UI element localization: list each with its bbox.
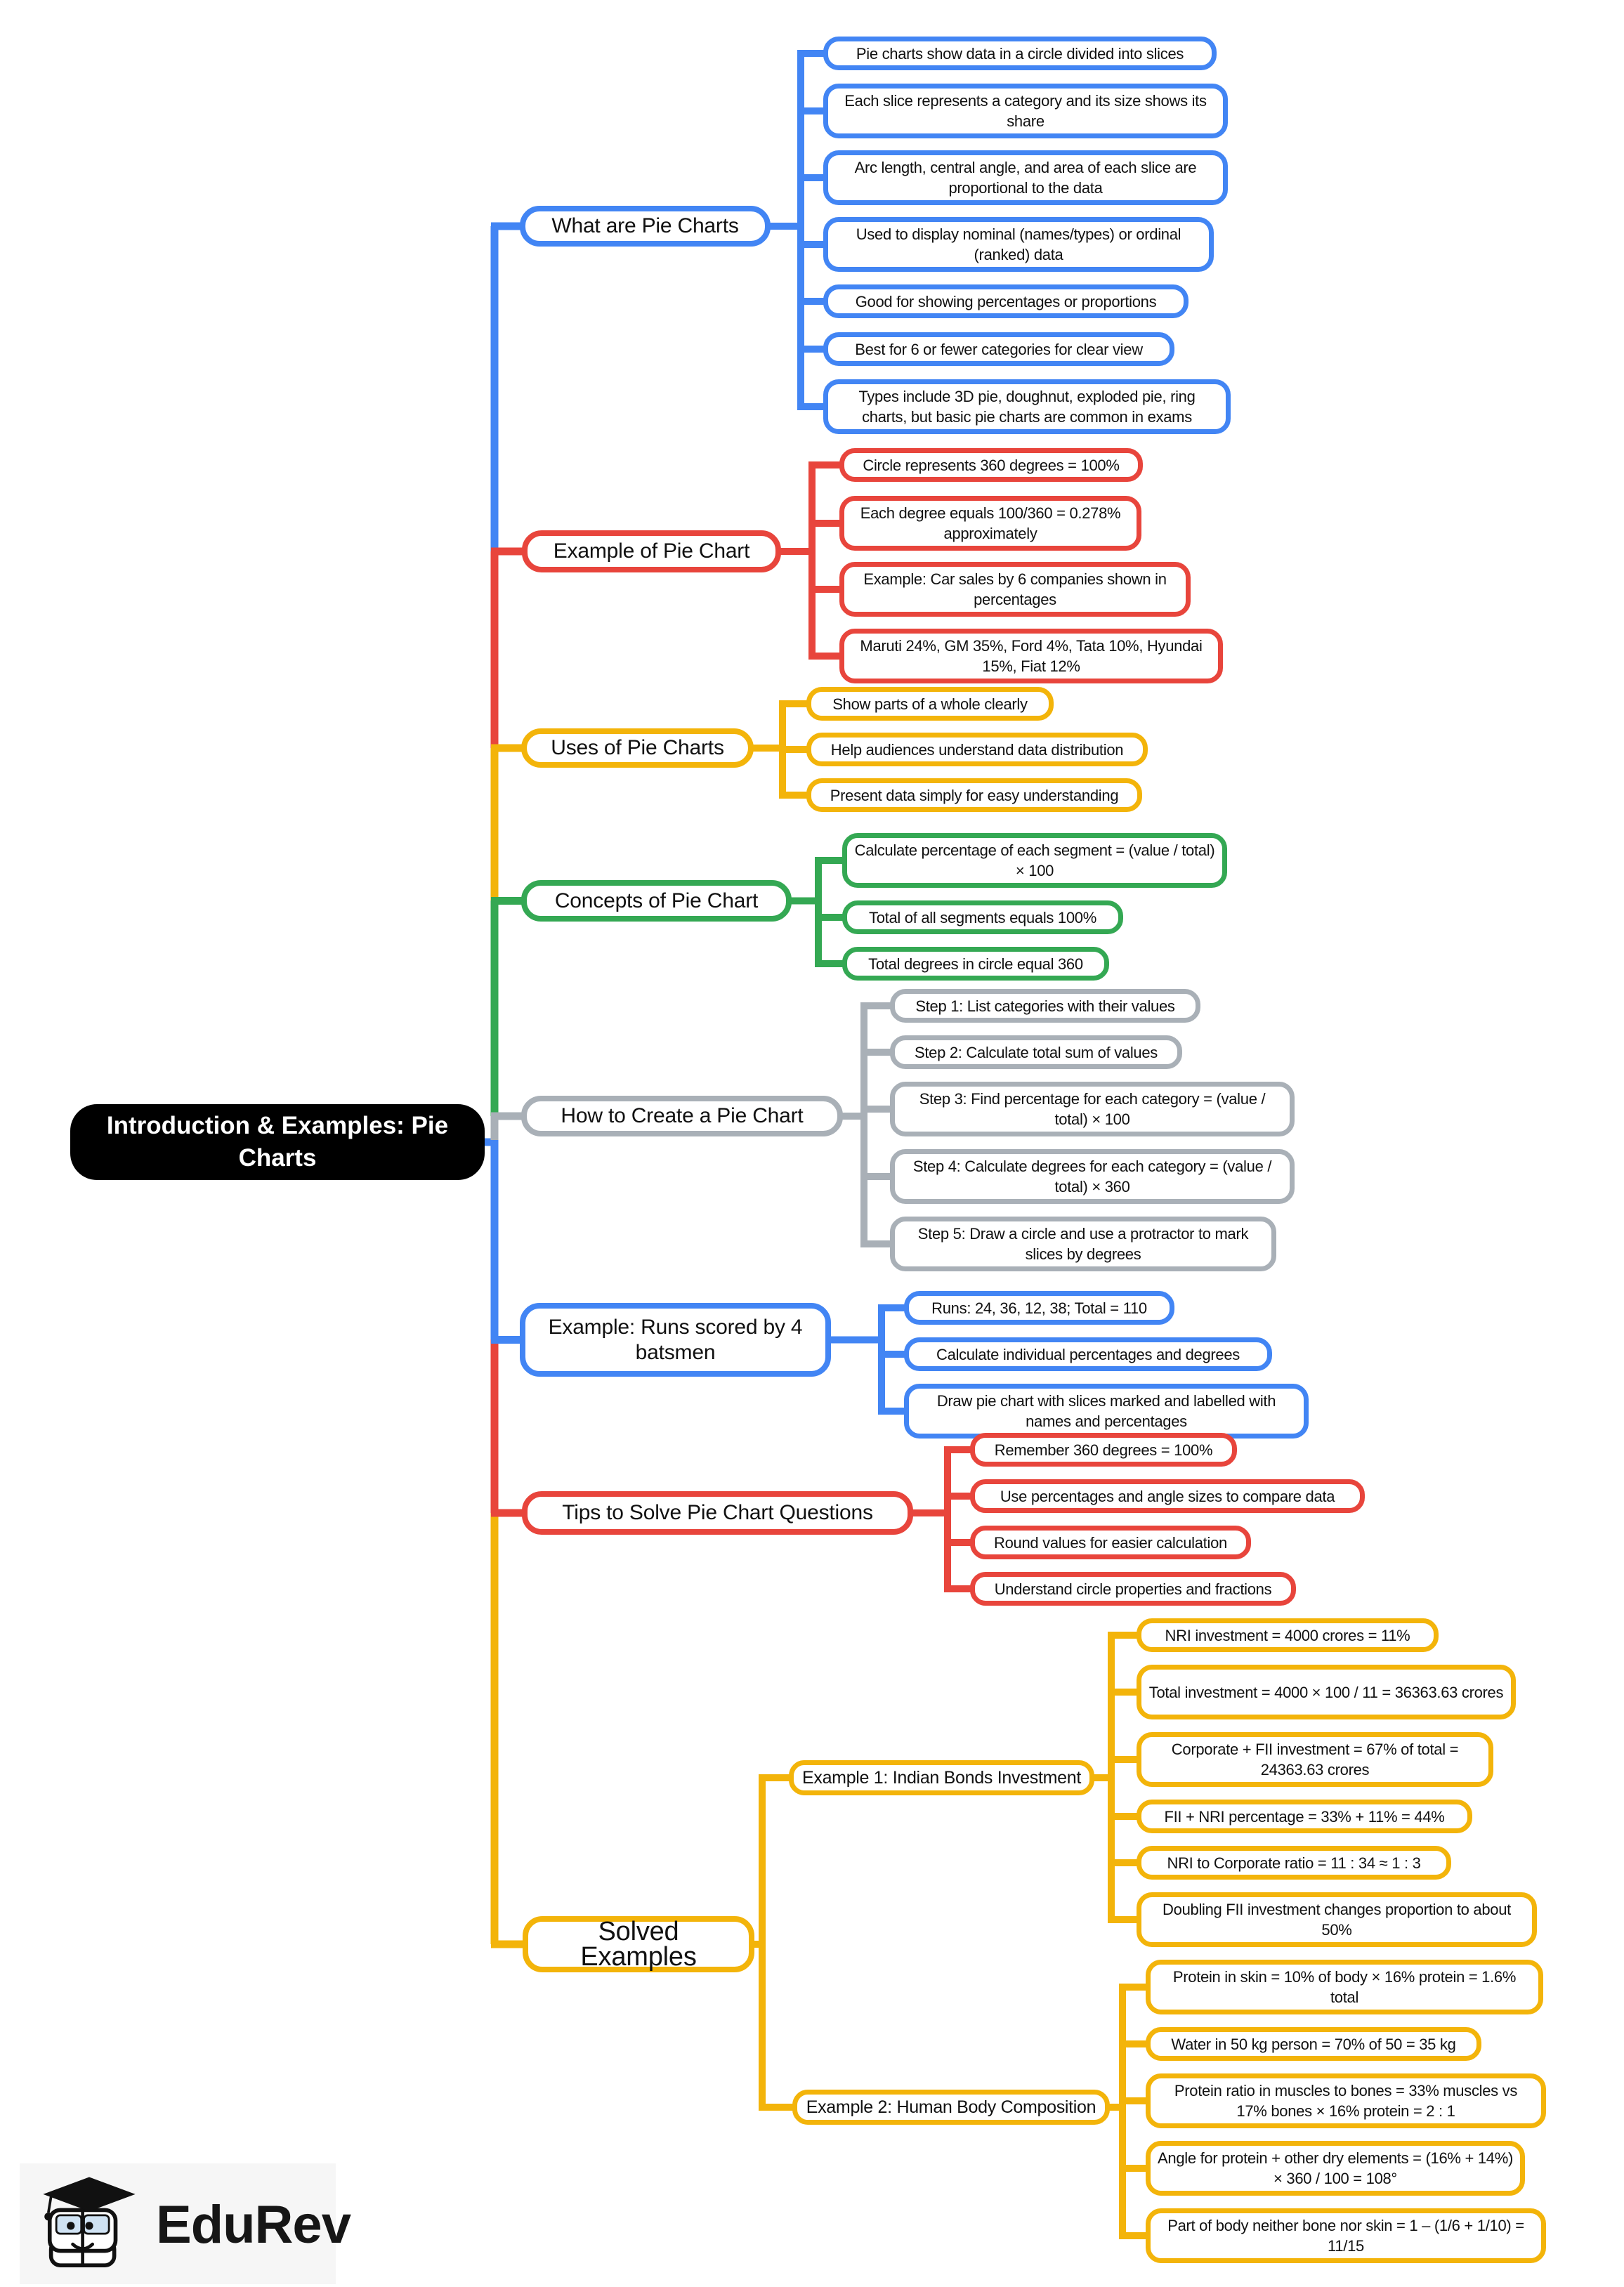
leaf-node: Runs: 24, 36, 12, 38; Total = 110 (904, 1291, 1174, 1325)
leaf-node: Understand circle properties and fractions (970, 1572, 1296, 1606)
leaf-node: Doubling FII investment changes proportion to about 50% (1137, 1892, 1537, 1947)
leaf-node: Draw pie chart with slices marked and labelled with names and percentages (904, 1384, 1309, 1439)
subbranch-node-example-2-human-body-composition: Example 2: Human Body Composition (792, 2090, 1110, 2125)
leaf-node: FII + NRI percentage = 33% + 11% = 44% (1137, 1800, 1472, 1833)
leaf-node: Total investment = 4000 × 100 / 11 = 36363.63 crores (1137, 1665, 1516, 1719)
edurev-brand-text: EduRev (156, 2194, 351, 2255)
leaf-node: Present data simply for easy understanding (806, 778, 1142, 812)
leaf-node: Calculate individual percentages and degrees (904, 1337, 1272, 1371)
branch-node-example-runs-scored-by-4-batsmen: Example: Runs scored by 4 batsmen (520, 1303, 831, 1377)
leaf-node: Used to display nominal (names/types) or ordinal (ranked) data (823, 217, 1214, 272)
leaf-node: Step 3: Find percentage for each category = (value / total) × 100 (890, 1082, 1295, 1136)
leaf-node: Water in 50 kg person = 70% of 50 = 35 kg (1146, 2027, 1481, 2061)
leaf-node: Protein in skin = 10% of body × 16% protein = 1.6% total (1146, 1960, 1543, 2014)
root-node-introduction-examples-pie-charts: Introduction & Examples: Pie Charts (70, 1104, 485, 1180)
leaf-node: Maruti 24%, GM 35%, Ford 4%, Tata 10%, Hyundai 15%, Fiat 12% (839, 629, 1223, 683)
leaf-node: Calculate percentage of each segment = (value / total) × 100 (842, 833, 1227, 888)
leaf-node: Circle represents 360 degrees = 100% (839, 448, 1143, 482)
leaf-node: Pie charts show data in a circle divided into slices (823, 37, 1217, 70)
leaf-node: Angle for protein + other dry elements = (16% + 14%) × 360 / 100 = 108° (1146, 2141, 1525, 2196)
leaf-node: Step 4: Calculate degrees for each category = (value / total) × 360 (890, 1149, 1295, 1204)
branch-node-solved-examples: Solved Examples (523, 1916, 754, 1972)
leaf-node: Example: Car sales by 6 companies shown in percentages (839, 562, 1191, 617)
edurev-logo (37, 2172, 351, 2277)
leaf-node: Corporate + FII investment = 67% of total = 24363.63 crores (1137, 1732, 1493, 1787)
edurev-mascot-icon (37, 2172, 142, 2277)
leaf-node: Best for 6 or fewer categories for clear view (823, 332, 1174, 366)
leaf-node: Round values for easier calculation (970, 1526, 1251, 1559)
branch-node-example-of-pie-chart: Example of Pie Chart (522, 530, 781, 572)
leaf-node: Total degrees in circle equal 360 (842, 947, 1109, 981)
leaf-node: Step 5: Draw a circle and use a protractor to mark slices by degrees (890, 1217, 1276, 1271)
branch-node-what-are-pie-charts: What are Pie Charts (520, 206, 771, 247)
leaf-node: Total of all segments equals 100% (842, 900, 1123, 934)
branch-node-concepts-of-pie-chart: Concepts of Pie Chart (521, 880, 792, 922)
leaf-node: NRI investment = 4000 crores = 11% (1137, 1618, 1439, 1652)
leaf-node: Step 2: Calculate total sum of values (890, 1035, 1182, 1069)
leaf-node: Use percentages and angle sizes to compare data (970, 1479, 1365, 1513)
leaf-node: Each degree equals 100/360 = 0.278% approximately (839, 496, 1141, 551)
leaf-node: Part of body neither bone nor skin = 1 – (1/6 + 1/10) = 11/15 (1146, 2208, 1546, 2263)
leaf-node: Good for showing percentages or proportions (823, 284, 1188, 318)
leaf-node: Step 1: List categories with their values (890, 989, 1200, 1023)
leaf-node: Each slice represents a category and its size shows its share (823, 84, 1228, 138)
leaf-node: Remember 360 degrees = 100% (970, 1433, 1237, 1467)
leaf-node: Show parts of a whole clearly (806, 687, 1054, 721)
leaf-node: NRI to Corporate ratio = 11 : 34 ≈ 1 : 3 (1137, 1846, 1451, 1880)
branch-node-how-to-create-a-pie-chart: How to Create a Pie Chart (521, 1096, 843, 1136)
leaf-node: Types include 3D pie, doughnut, exploded pie, ring charts, but basic pie charts are common in exams (823, 379, 1231, 434)
branch-node-tips-to-solve-pie-chart-questions: Tips to Solve Pie Chart Questions (522, 1491, 913, 1535)
subbranch-node-example-1-indian-bonds-investment: Example 1: Indian Bonds Investment (789, 1760, 1094, 1795)
leaf-node: Protein ratio in muscles to bones = 33% muscles vs 17% bones × 16% protein = 2 : 1 (1146, 2073, 1546, 2128)
branch-node-uses-of-pie-charts: Uses of Pie Charts (521, 728, 754, 768)
leaf-node: Arc length, central angle, and area of each slice are proportional to the data (823, 150, 1228, 205)
leaf-node: Help audiences understand data distribution (806, 733, 1148, 766)
